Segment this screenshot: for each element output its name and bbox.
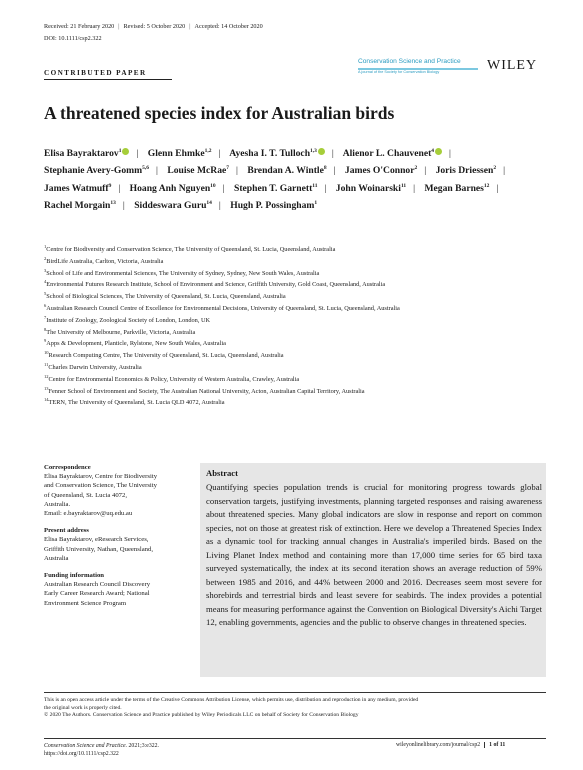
author-separator: |: [218, 148, 221, 159]
affiliation-text: The University of Melbourne, Parkville, Victoria, Australia: [46, 328, 196, 336]
author-name[interactable]: [234, 183, 317, 194]
author-name-text: Rachel Morgain: [44, 199, 111, 211]
author-separator: |: [324, 182, 327, 194]
author-name[interactable]: [44, 200, 116, 211]
author-name-text: Hoang Anh Nguyen: [129, 182, 211, 194]
author-separator: |: [449, 148, 451, 159]
author-separator: |: [424, 165, 427, 177]
abstract-text: Quantifying species population trends is crucial for monitoring progress towards global conservation targets, justifying investments, planning targeted responses and raising awareness about threatened species. Many global indicators are slow in response and report on common species, not on those at greatest risk of extinction. Here we develop a Threatened Species Index as a dynamic tool for tracking annual changes in Australia's imperiled birds. Based on the Living Planet Index method and containing more than 17,000 time series for 65 bird taxa surveyed systematically, the index at its second iteration shows an average reduction of 59% between 1985 and 2016, and 44% between 2000 and 2016. Decreases seem most severe for shorebirds and terrestrial birds and least severe for seabirds. The index provides a potential means for measuring performance against the Convention on Biological Diversity's Aichi Target 12, enabling governments, agencies and the public to observe changes in threatened species.: [206, 482, 542, 627]
author-affiliation-marker: 12: [483, 182, 490, 189]
present-address-line: Elisa Bayraktarov, eResearch Services,: [44, 536, 149, 544]
affiliation-item: [44, 340, 544, 352]
author-name-text: James Watmuff: [44, 182, 109, 194]
author-affiliation-marker: 8: [323, 165, 327, 172]
correspondence-line: Elisa Bayraktarov, Centre for Biodiversity: [44, 473, 158, 481]
author-name[interactable]: [167, 165, 229, 176]
article-dates: [44, 23, 263, 30]
affiliation-number: 12: [44, 373, 49, 379]
footer-journal: Conservation Science and Practice.: [44, 743, 128, 749]
present-address-line: Griffith University, Nathan, Queensland,: [44, 545, 154, 553]
author-name[interactable]: [130, 183, 216, 194]
author-name-text: Ayesha I. T. Tulloch: [229, 148, 311, 159]
author-name[interactable]: [336, 183, 406, 194]
author-separator: |: [122, 199, 125, 211]
author-separator: |: [136, 148, 139, 159]
abstract-box: [200, 463, 546, 677]
author-name[interactable]: [44, 148, 129, 159]
affiliation-text: Environmental Futures Research Institute, School of Environment and Science, Griffith University, Gold Coast, Queensland, Australia: [46, 281, 386, 289]
funding-line: Australian Research Council Discovery: [44, 581, 151, 589]
author-name[interactable]: [424, 183, 489, 194]
license-notice: [44, 697, 546, 720]
footer-rule: [44, 692, 546, 693]
author-affiliation-marker: 11: [312, 182, 318, 189]
author-name-text: Elisa Bayraktarov: [44, 148, 119, 159]
orcid-icon[interactable]: [122, 148, 129, 155]
affiliation-list: [44, 243, 544, 411]
journal-logo-name: Conservation Science and Practice: [358, 58, 461, 65]
author-affiliation-marker: 2: [493, 165, 497, 172]
author-separator: |: [413, 182, 416, 194]
affiliation-text: Apps & Development, Planticle, Rylstone, New South Wales, Australia: [46, 340, 226, 348]
author-name[interactable]: [148, 148, 212, 159]
affiliation-number: 8: [44, 326, 47, 332]
correspondence-block: [44, 463, 192, 518]
author-affiliation-marker: 13: [110, 199, 116, 206]
accepted-date: Accepted: 14 October 2020: [194, 23, 263, 30]
orcid-icon[interactable]: [318, 148, 325, 155]
author-separator: |: [503, 165, 506, 177]
affiliation-number: 2: [44, 255, 47, 261]
author-name[interactable]: [44, 165, 149, 176]
affiliation-number: 14: [44, 397, 49, 403]
author-separator: |: [496, 182, 499, 194]
correspondence-heading: Correspondence: [44, 464, 91, 471]
correspondence-line: and Conservation Science, The University: [44, 482, 157, 490]
author-name[interactable]: [134, 200, 212, 211]
affiliation-number: 1: [44, 243, 47, 249]
orcid-icon[interactable]: [435, 148, 442, 155]
license-line: This is an open access article under the terms of the Creative Commons Attribution License, which permits use, distribution and reproduction in any medium, provided: [44, 697, 419, 703]
author-name[interactable]: [436, 165, 497, 176]
footer-citation: [44, 742, 159, 759]
present-address-line: Australia: [44, 554, 69, 562]
author-name-text: Joris Driessen: [435, 165, 494, 177]
article-info-column: [44, 463, 192, 616]
author-affiliation-marker: 1: [314, 199, 318, 206]
journal-logo-bar: [358, 68, 478, 70]
author-name-text: Stephanie Avery-Gomm: [44, 165, 143, 177]
author-name[interactable]: [230, 200, 317, 211]
separator: |: [118, 23, 120, 30]
affiliation-text: Charles Darwin University, Australia: [48, 363, 142, 371]
author-separator: |: [156, 165, 158, 177]
author-affiliation-marker: 1,3: [310, 147, 317, 154]
author-affiliation-marker: 14: [206, 199, 212, 206]
author-affiliation-marker: 1: [118, 147, 122, 154]
author-name[interactable]: [343, 148, 442, 159]
author-separator: |: [333, 165, 336, 177]
affiliation-number: 4: [44, 279, 47, 285]
affiliation-item: [44, 255, 544, 270]
affiliation-text: Institute of Zoology, Zoological Society of London, London, UK: [46, 316, 211, 324]
received-date: Received: 21 February 2020: [44, 23, 115, 30]
funding-line: Early Career Research Award; National: [44, 590, 150, 598]
affiliation-item: [44, 399, 544, 411]
present-address-block: [44, 526, 192, 563]
affiliation-item: [44, 361, 544, 376]
affiliation-text: School of Life and Environmental Sciences, The University of Sydney, Sydney, New South Wales, Australia: [46, 269, 320, 277]
author-name[interactable]: [247, 165, 326, 176]
affiliation-number: 10: [44, 350, 49, 356]
correspondence-email[interactable]: Email: e.bayraktarov@uq.edu.au: [44, 510, 133, 518]
separator: |: [189, 23, 191, 30]
journal-logo-subtitle: A journal of the Society for Conservation Biology: [358, 70, 440, 74]
publisher-logo: WILEY: [487, 58, 538, 73]
author-name-text: James O'Connor: [344, 165, 415, 177]
author-name-text: Stephen T. Garnett: [234, 182, 313, 194]
author-name-text: Megan Barnes: [424, 182, 484, 194]
affiliation-text: School of Biological Sciences, The University of Queensland, St. Lucia, Queensland, Australia: [46, 293, 286, 301]
author-affiliation-marker: 5,6: [142, 165, 150, 172]
author-name[interactable]: [44, 183, 111, 194]
author-affiliation-marker: 11: [400, 182, 407, 189]
journal-url[interactable]: wileyonlinelibrary.com/journal/csp2: [396, 742, 481, 748]
present-address-heading: Present address: [44, 527, 89, 535]
affiliation-item: [44, 293, 544, 305]
affiliation-text: Centre for Biodiversity and Conservation Science, The University of Queensland, St. Lucia, Queensland, Australia: [46, 246, 336, 253]
author-affiliation-marker: 10: [210, 182, 216, 189]
affiliation-text: Research Computing Centre, The University of Queensland, St. Lucia, Queensland, Australia: [48, 352, 284, 360]
author-separator: |: [218, 199, 221, 211]
affiliation-text: Fenner School of Environment and Society, The Australian National University, Acton, Australian Capital Territory, Australia: [48, 387, 365, 395]
funding-heading: Funding information: [44, 572, 105, 580]
footer-site: [396, 742, 505, 748]
affiliation-item: [44, 352, 544, 364]
affiliation-text: TERN, The University of Queensland, St. Lucia QLD 4072, Australia: [48, 399, 225, 407]
correspondence-line: of Queensland, St. Lucia 4072,: [44, 491, 128, 499]
affiliation-number: 3: [44, 267, 47, 273]
author-name-text: Siddeswara Guru: [134, 199, 207, 211]
affiliation-number: 5: [44, 291, 47, 297]
footer-doi-url[interactable]: https://doi.org/10.1111/csp2.322: [44, 751, 119, 758]
author-separator: |: [331, 148, 334, 159]
footer-rule-bottom: [44, 738, 546, 739]
author-separator: |: [236, 165, 238, 177]
copyright-line: © 2020 The Authors. Conservation Science and Practice published by Wiley Periodicals LLC on behalf of Society for Conservation Biology: [44, 712, 359, 719]
journal-logo: [358, 58, 480, 76]
page-number: 1 of 11: [484, 742, 505, 748]
author-affiliation-marker: 9: [108, 182, 112, 189]
doi[interactable]: DOI: 10.1111/csp2.322: [44, 35, 102, 42]
revised-date: Revised: 5 October 2020: [123, 23, 186, 30]
author-name-text: Brendan A. Wintle: [247, 165, 324, 177]
article-type: CONTRIBUTED PAPER: [44, 69, 147, 77]
license-line: the original work is properly cited.: [44, 704, 122, 711]
affiliation-number: 11: [44, 361, 49, 367]
affiliation-number: 9: [44, 338, 47, 344]
footer-volume: 2021;3:e322.: [127, 743, 159, 749]
author-name-text: Louise McRae: [167, 165, 227, 177]
author-affiliation-marker: 2: [414, 165, 418, 172]
author-affiliation-marker: 7: [226, 165, 229, 172]
affiliation-text: BirdLife Australia, Carlton, Victoria, Australia: [46, 257, 164, 265]
affiliation-item: [44, 281, 544, 293]
author-separator: |: [222, 182, 225, 194]
author-name[interactable]: [345, 165, 417, 176]
author-list: [44, 145, 544, 214]
author-separator: |: [118, 182, 121, 194]
affiliation-item: [44, 302, 544, 317]
author-name-text: Glenn Ehmke: [147, 148, 205, 159]
author-name-text: Alienor L. Chauvenet: [342, 148, 432, 159]
author-name[interactable]: [229, 148, 325, 159]
article-title: A threatened species index for Australian birds: [44, 103, 395, 123]
author-affiliation-marker: 1,2: [204, 147, 212, 154]
affiliation-number: 6: [44, 302, 47, 308]
funding-line: Environment Science Program: [44, 599, 127, 607]
affiliation-number: 7: [44, 314, 47, 320]
abstract-heading: Abstract: [206, 468, 238, 478]
author-name-text: John Woinarski: [335, 182, 401, 194]
article-type-rule: [44, 79, 172, 80]
author-name-text: Hugh P. Possingham: [230, 199, 315, 211]
affiliation-item: [44, 243, 544, 258]
funding-block: [44, 571, 192, 608]
correspondence-line: Australia.: [44, 500, 71, 508]
author-affiliation-marker: 4: [431, 147, 435, 154]
affiliation-text: Centre for Environmental Economics & Policy, University of Western Australia, Crawley, Australia: [48, 375, 300, 383]
affiliation-number: 13: [44, 385, 49, 391]
affiliation-text: Australian Research Council Centre of Excellence for Environmental Decisions, University of Queensland, St. Lucia, Queensland, Australia: [46, 304, 400, 312]
